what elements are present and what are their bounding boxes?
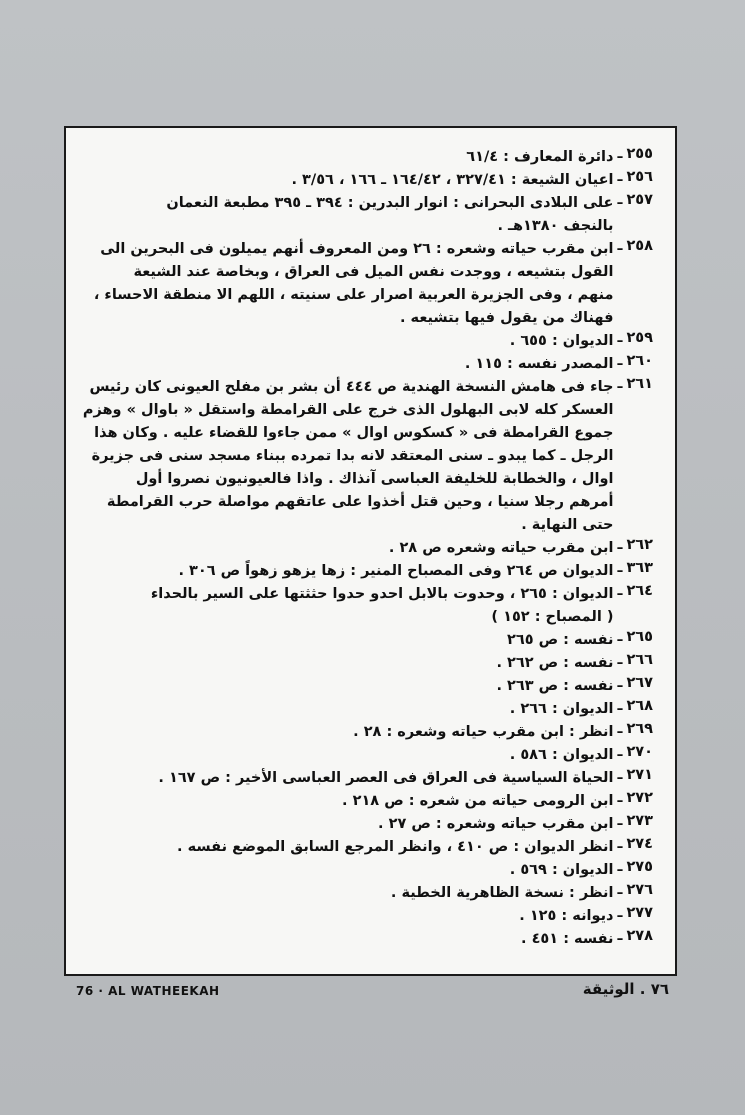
endnote-dash: ـ: [617, 238, 623, 254]
endnote-line: العسكر كله لابى البهلول الذى خرج على القرامطة واستقل « باوال » وهزم: [82, 402, 614, 418]
endnote-dash: ـ: [617, 537, 623, 553]
endnote-item: [88, 905, 653, 928]
endnote-line: نفسه : ٤٥١ .: [521, 931, 614, 947]
endnote-dash: ـ: [617, 859, 623, 875]
endnote-dash: ـ: [617, 583, 623, 599]
endnote-number: ٢٧١: [626, 767, 653, 783]
endnote-item: [88, 169, 653, 192]
endnote-text: [88, 790, 613, 813]
endnote-item: [88, 560, 653, 583]
endnote-line: اعيان الشيعة : ٣٢٧/٤١ ، ١٦٤/٤٢ ـ ١٦٦ ، ٣/٥٦ .: [291, 172, 614, 188]
endnote-line: الديوان : ٥٦٩ .: [509, 862, 614, 878]
endnote-text: [88, 744, 613, 767]
endnote-item: [88, 629, 653, 652]
endnote-text: [88, 629, 613, 652]
endnote-line: منهم ، وفى الجزيرة العربية اصرار على سنيته ، اللهم الا منطقة الاحساء ،: [93, 287, 614, 303]
endnote-item: [88, 146, 653, 169]
endnote-number: ٢٦٨: [626, 698, 653, 714]
endnote-text: [88, 905, 613, 928]
endnote-dash: ـ: [617, 675, 623, 691]
endnote-item: [88, 698, 653, 721]
endnote-text: [88, 560, 613, 583]
endnote-dash: ـ: [617, 652, 623, 668]
endnote-line: اوال ، والخطابة للخليفة العباسى آنذاك . واذا فالعيونيون نصروا أول: [135, 471, 614, 487]
endnote-line: نفسه : ص ٢٦٥: [507, 632, 614, 648]
endnote-dash: ـ: [617, 169, 623, 185]
endnote-item: [88, 744, 653, 767]
endnote-line: نفسه : ص ٢٦٢ .: [496, 655, 614, 671]
endnote-number: ٢٧٠: [626, 744, 653, 760]
endnote-number: ٢٥٧: [626, 192, 653, 208]
endnote-number: ٢٦٢: [626, 537, 653, 553]
endnote-dash: ـ: [617, 376, 623, 392]
endnote-line: الرجل ـ كما يبدو ـ سنى المعتقد لانه بدا تمرده ببناء مسجد سنى فى جزيرة: [91, 448, 614, 464]
endnote-text: [88, 767, 613, 790]
endnote-line: الحياة السياسية فى العراق فى العصر العباسى الأخير : ص ١٦٧ .: [158, 770, 614, 786]
endnote-line: فهناك من يقول فيها بتشيعه .: [399, 310, 614, 326]
endnote-item: [88, 652, 653, 675]
endnote-dash: ـ: [617, 928, 623, 944]
endnote-dash: ـ: [617, 790, 623, 806]
endnote-text: [88, 652, 613, 675]
endnote-line: الديوان : ٢٦٥ ، وحدوت بالابل احدو حدوا حثثتها على السير بالحداء: [150, 586, 614, 602]
endnote-number: ٢٧٤: [626, 836, 653, 852]
endnote-item: [88, 836, 653, 859]
endnote-line: ابن مقرب حياته وشعره : ٢٦ ومن المعروف أنهم يميلون فى البحرين الى: [100, 241, 614, 257]
endnote-item: [88, 928, 653, 951]
endnote-dash: ـ: [617, 146, 623, 162]
endnote-dash: ـ: [617, 882, 623, 898]
endnote-line: المصدر نفسه : ١١٥ .: [464, 356, 614, 372]
endnote-number: ٢٦٩: [626, 721, 653, 737]
endnote-number: ٢٧٦: [626, 882, 653, 898]
endnote-text: [88, 836, 613, 859]
endnote-item: [88, 813, 653, 836]
endnote-dash: ـ: [617, 836, 623, 852]
endnote-text: [88, 813, 613, 836]
endnote-item: [88, 537, 653, 560]
endnote-line: ابن الرومى حياته من شعره : ص ٢١٨ .: [342, 793, 614, 809]
endnote-dash: ـ: [617, 813, 623, 829]
endnote-text: [88, 353, 613, 376]
endnote-number: ٢٦٦: [626, 652, 653, 668]
endnote-text: [88, 698, 613, 721]
endnote-number: ٢٧٧: [626, 905, 653, 921]
endnote-dash: ـ: [617, 330, 623, 346]
endnote-line: دائرة المعارف : ٦١/٤: [466, 149, 614, 165]
endnote-number: ٢٧٨: [626, 928, 653, 944]
endnote-number: ٢٦٤: [626, 583, 653, 599]
endnote-line: أمرهم رجلا سنيا ، وحين قتل أخذوا على عاتقهم مواصلة حرب القرامطة: [106, 494, 614, 510]
endnote-text: [88, 146, 613, 169]
endnote-number: ٢٧٢: [626, 790, 653, 806]
endnote-line: الديوان : ٢٦٦ .: [509, 701, 614, 717]
endnote-item: [88, 238, 653, 330]
endnote-text: [88, 238, 613, 330]
endnote-dash: ـ: [617, 560, 623, 576]
endnote-text: [88, 882, 613, 905]
endnote-line: انظر الديوان : ص ٤١٠ ، وانظر المرجع السابق الموضع نفسه .: [177, 839, 614, 855]
endnote-item: [88, 767, 653, 790]
endnote-number: ٢٥٥: [626, 146, 653, 162]
endnote-line: ديوانه : ١٢٥ .: [519, 908, 614, 924]
endnote-line: جاء فى هامش النسخة الهندية ص ٤٤٤ أن بشر بن مفلح العيونى كان رئيس: [89, 379, 614, 395]
endnote-text: [88, 928, 613, 951]
endnote-line: ابن مقرب حياته وشعره ص ٢٨ .: [388, 540, 614, 556]
endnote-number: ٢٧٥: [626, 859, 653, 875]
endnote-number: ٢٦٧: [626, 675, 653, 691]
endnote-number: ٢٦٥: [626, 629, 653, 645]
endnote-line: بالنجف ١٣٨٠هـ .: [497, 218, 614, 234]
endnote-text: [88, 583, 613, 629]
endnote-number: ٢٥٦: [626, 169, 653, 185]
endnote-line: على البلادى البحرانى : انوار البدرين : ٣٩٤ ـ ٣٩٥ مطبعة النعمان: [166, 195, 614, 211]
endnotes-list: [82, 146, 653, 951]
endnote-dash: ـ: [617, 744, 623, 760]
endnote-text: [88, 675, 613, 698]
endnote-line: جموع القرامطة فى « كسكوس اوال » ممن جاءوا للقضاء عليه . وكان هذا: [94, 425, 614, 441]
endnote-number: ٢٥٨: [626, 238, 653, 254]
footer-english-title: 76 · AL WATHEEKAH: [76, 984, 220, 998]
endnote-number: ٢٥٩: [626, 330, 653, 346]
endnote-line: الديوان : ٥٨٦ .: [509, 747, 614, 763]
endnote-dash: ـ: [617, 905, 623, 921]
endnote-text: [88, 537, 613, 560]
endnote-item: [88, 721, 653, 744]
endnote-line: ( المصباح : ١٥٢ ): [491, 609, 614, 625]
endnote-item: [88, 192, 653, 238]
endnote-text: [88, 859, 613, 882]
endnote-item: [82, 376, 653, 537]
endnote-dash: ـ: [617, 721, 623, 737]
endnote-number: ٢٧٣: [626, 813, 653, 829]
endnote-line: نفسه : ص ٢٦٣ .: [496, 678, 614, 694]
endnote-number: ٢٦٠: [626, 353, 653, 369]
endnote-text: [88, 192, 613, 238]
endnote-dash: ـ: [617, 767, 623, 783]
endnote-dash: ـ: [617, 629, 623, 645]
endnote-line: الديوان ص ٢٦٤ وفى المصباح المنير : زها يزهو زهواً ص ٣٠٦ .: [178, 563, 614, 579]
endnote-text: [88, 169, 613, 192]
endnote-item: [88, 353, 653, 376]
endnote-line: انظر : نسخة الظاهرية الخطية .: [390, 885, 614, 901]
notes-frame: [64, 126, 677, 976]
endnote-text: [88, 721, 613, 744]
endnote-number: ٢٦١: [626, 376, 653, 392]
endnote-item: [88, 330, 653, 353]
endnote-item: [88, 583, 653, 629]
endnote-item: [88, 882, 653, 905]
endnote-number: ٣٦٣: [626, 560, 653, 576]
endnote-dash: ـ: [617, 353, 623, 369]
endnote-text: [83, 376, 614, 537]
endnote-line: انظر : ابن مقرب حياته وشعره : ٢٨ .: [353, 724, 614, 740]
endnote-item: [88, 790, 653, 813]
endnote-line: ابن مقرب حياته وشعره : ص ٢٧ .: [378, 816, 614, 832]
endnote-item: [88, 859, 653, 882]
footer-arabic-title: ٧٦ . الوثيقة: [582, 980, 669, 998]
endnote-line: القول بتشيعه ، ووجدت نفس الميل فى العراق ، وبخاصة عند الشيعة: [133, 264, 614, 280]
endnote-dash: ـ: [617, 192, 623, 208]
endnote-item: [88, 675, 653, 698]
endnote-line: الديوان : ٦٥٥ .: [509, 333, 614, 349]
endnote-line: حتى النهاية .: [521, 517, 614, 533]
endnote-dash: ـ: [617, 698, 623, 714]
endnote-text: [88, 330, 613, 353]
